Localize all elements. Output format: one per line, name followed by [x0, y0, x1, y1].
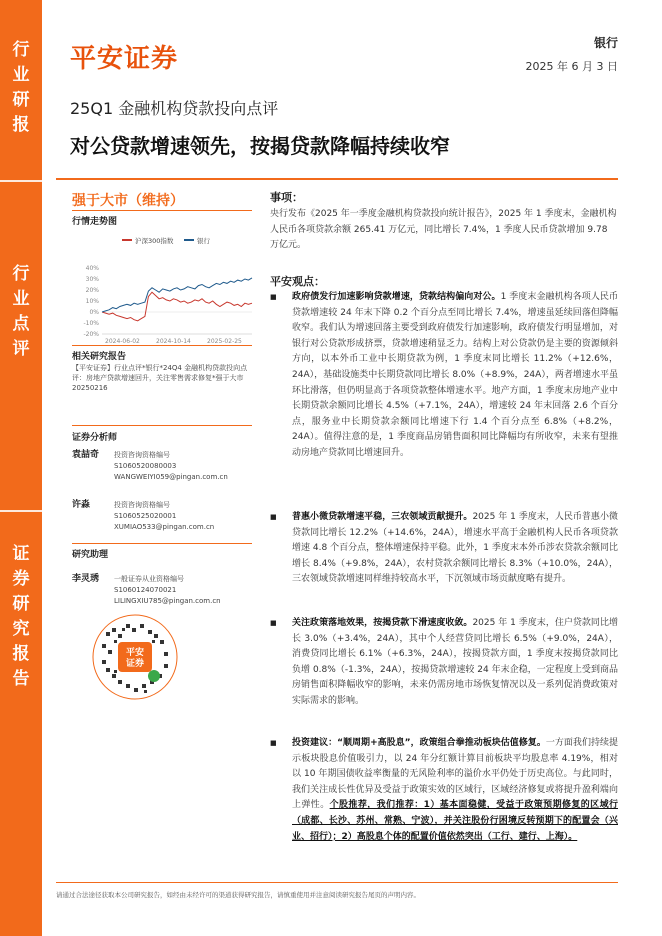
view-paragraph-3 [292, 616, 618, 710]
assistant-email[interactable]: LILINGXIU785@pingan.com.cn [114, 597, 221, 605]
qr-logo-text: 平安 [125, 648, 145, 658]
bullet-square-icon: ■ [270, 513, 277, 521]
qr-logo-text: 证券 [125, 659, 145, 669]
sidebar-divider [0, 180, 42, 182]
view-1-lead: 政府债发行加速影响贷款增速，贷款结构偏向对公。 [292, 292, 501, 302]
sidebar-label-report-type: 行 业 研 报 [12, 40, 30, 135]
view-paragraph-2 [292, 510, 618, 588]
series-line-bank [102, 278, 252, 312]
rating-label: 强于大市（维持） [72, 193, 184, 209]
section-divider [72, 425, 252, 426]
bullet-square-icon: ■ [270, 619, 277, 627]
industry-label: 银行 [593, 36, 618, 50]
assistant-license: S1060124070021 [114, 586, 177, 594]
bullet-square-icon: ■ [270, 739, 277, 747]
sidebar-divider [0, 510, 42, 512]
related-research-label: 相关研究报告 [72, 352, 127, 362]
legend-label: 银行 [197, 237, 210, 245]
footer-disclaimer: 请通过合法途径获取本公司研究报告，如经由未经许可的渠道获得研究报告，请慎重使用并注意阅读研究报告尾页的声明内容。 [56, 891, 420, 899]
assistant-name: 李灵琇 [72, 574, 100, 584]
analyst-name: 袁喆奇 [72, 450, 100, 460]
analyst-email[interactable]: WANGWEIYI059@pingan.com.cn [114, 473, 228, 481]
legend-label: 沪深300指数 [135, 237, 174, 245]
analyst-license: S1060520080003 [114, 462, 177, 470]
y-tick-label: 20% [85, 287, 99, 294]
section-divider [72, 345, 252, 346]
sidebar-label-type: 证 券 研 究 报 告 [12, 544, 30, 689]
trend-chart-label: 行情走势图 [72, 217, 118, 227]
x-tick-label: 2024-06-02 [105, 338, 140, 345]
bullet-square-icon: ■ [270, 293, 277, 301]
event-heading: 事项： [270, 191, 303, 204]
footer-divider [56, 882, 618, 883]
assistant-credential: 一般证券从业资格编号 [114, 575, 184, 583]
view-1-body: 1 季度末金融机构各项人民币贷款增速较 24 年末下降 0.2 个百分点至同比增长 7.4%，增速虽延续回落但降幅收窄。我们认为增速回落主要受到政府债发行加速影响，政府债发行明显增加，对银行对公贷款形成挤票，贷款增速稍显乏力。结构上对公贷款仍是主要的资源倾斜方向，以本外币工业中长期贷款为例，1 季度末同比增长 11.2%（+12.6%，24A），基础设施类中长期贷款同比增长 8.0%（+8.9%，24A），两者增速水平虽环比滑落，但仍明显高于各项贷款整体增速水平。地产方面，1 季度末房地产业中长期贷款余额同比增长 4.5%（+7.1%，24A），增速较 24 年末回落 2.6 个百分点，服务业中长期贷款余额同比增速下行 1.4 个百分点至 6.8%（+8.2%，24A）。值得注意的是，1 季度商品房销售面积同比降幅均有所收窄，未来有望推动房地产贷款同比增速回升。 [292, 292, 618, 458]
header-divider [56, 178, 618, 180]
x-tick-label: 2024-10-14 [156, 338, 191, 345]
series-line-csi300 [102, 292, 252, 321]
trend-chart [72, 226, 256, 348]
view-2-lead: 普惠小微贷款增速平稳，三农领域贡献提升。 [292, 512, 473, 522]
view-4-lead: 投资建议：“顺周期+高股息”，政策组合拳推动板块估值修复。 [292, 738, 546, 748]
analyst-credential: 投资咨询资格编号 [114, 451, 170, 459]
y-tick-label: 40% [85, 265, 99, 272]
x-tick-label: 2025-02-25 [207, 338, 242, 345]
report-date: 2025 年 6 月 3 日 [525, 60, 618, 73]
sidebar-label-category: 行 业 点 评 [12, 264, 30, 359]
view-3-body: 2025 年 1 季度末，住户贷款同比增长 3.0%（+3.4%，24A），其中个人经营贷同比增长 6.5%（+9.0%，24A），消费贷同比增长 6.1%（+6.3%，24A），按揭贷款方面，1 季度末按揭贷款同比负增 0.8%（-1.3%，24A），按揭贷款增速较 24 年末企稳，一定程度上受到商品房销售面积降幅收窄的影响，未来仍需房地市场恢复情况以及一系列促消费政策对实际需求的影响。 [292, 618, 618, 706]
qr-code[interactable] [92, 614, 178, 700]
y-tick-label: -20% [83, 331, 99, 338]
stock-picks: 个股推荐，我们推荐：1）基本面稳健，受益于政策预期修复的区域行（成都、长沙、苏州、常熟、宁波），并关注股份行困境反转预期下的配置会（兴业、招行）；2）高股息个体的配置价值依然突出（工行、建行、上海）。 [292, 800, 618, 842]
report-subtitle: 25Q1 金融机构贷款投向点评 [70, 99, 279, 118]
y-tick-label: 30% [85, 276, 99, 283]
event-text: 央行发布《2025 年一季度金融机构贷款投向统计报告》，2025 年 1 季度末，金融机构人民币各项贷款余额 265.41 万亿元，同比增长 7.4%，1 季度人民币贷款增加 9.78 万亿元。 [270, 209, 617, 251]
analyst-email[interactable]: XUMIAO533@pingan.com.cn [114, 523, 215, 531]
view-paragraph-4 [292, 736, 618, 845]
analyst-credential: 投资咨询资格编号 [114, 501, 170, 509]
analyst-license: S1060525020001 [114, 512, 177, 520]
app-badge-icon [148, 670, 160, 682]
analysts-label: 证券分析师 [72, 433, 118, 443]
view-paragraph-1 [292, 290, 618, 462]
section-divider [72, 543, 252, 544]
y-tick-label: -10% [83, 320, 99, 327]
view-2-body: 2025 年 1 季度末，人民币普惠小微贷款同比增长 12.2%（+14.6%，24A），增速水平高于金融机构人民币各项贷款增速 4.8 个百分点，整体增速保持平稳。此外，1 季度末本外币涉农贷款余额同比增长 8.4%（+9.8%，24A），农村贷款余额同比增长 8.3%（+10.0%，24A），三农领域贷款增速同样维持较高水平，下沉领域市场贡献度略有提升。 [292, 512, 618, 585]
y-tick-label: 0% [89, 309, 99, 316]
view-4-body: 一方面我们持续提示板块股息价值吸引力，以 24 年分红额计算目前板块平均股息率 4.19%，相对以 10 年期国债收益率衡量的无风险利率的溢价水平仍处于历史高位。与此同时，我们关注成长性优异及受益于政策实效的区域行，区域经济修复或将提升盈利端向上弹性。 [292, 738, 618, 811]
analyst-name: 许淼 [72, 500, 91, 510]
report-title: 对公贷款增速领先，按揭贷款降幅持续收窄 [70, 134, 450, 158]
sidebar [0, 0, 42, 936]
section-divider [72, 210, 252, 211]
related-research-text: 【平安证券】行业点评*银行*24Q4 金融机构贷款投向点评：房地产贷款增速回升，关注零售需求修复*强于大市 20250216 [72, 364, 248, 392]
view-3-lead: 关注政策落地效果，按揭贷款下滑速度收敛。 [292, 618, 473, 628]
company-logo: 平安证券 [70, 44, 179, 74]
y-tick-label: 10% [85, 298, 99, 305]
view-heading: 平安观点： [270, 275, 325, 288]
assistants-label: 研究助理 [72, 550, 109, 560]
